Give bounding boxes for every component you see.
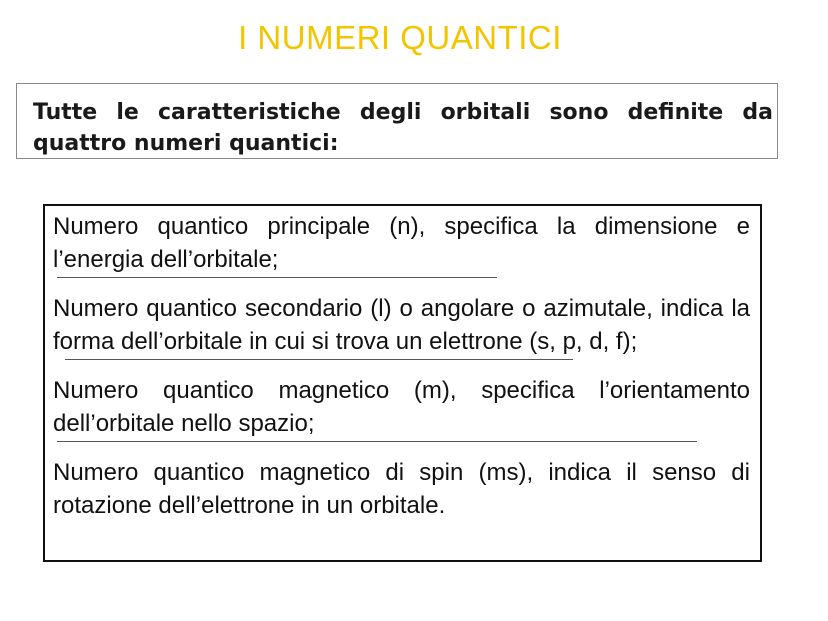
list-item-spin: Numero quantico magnetico di spin (ms), indica il senso di rotazione dell’elettrone in un orbitale. [53, 459, 750, 519]
list-item-secondary: Numero quantico secondario (l) o angolare o azimutale, indica la forma dell’orbitale in cui si trova un elettrone (s, p, d, f); [53, 295, 750, 355]
quantum-numbers-list [43, 204, 762, 562]
list-item-principal: Numero quantico principale (n), specifica la dimensione e l’energia dell’orbitale; [53, 213, 750, 273]
divider [65, 359, 573, 360]
list-item-magnetic: Numero quantico magnetico (m), specifica l’orientamento dell’orbitale nello spazio; [53, 377, 750, 437]
intro-box [16, 83, 778, 159]
divider [57, 277, 497, 278]
divider [57, 441, 697, 442]
intro-text: Tutte le caratteristiche degli orbitali sono definite da quattro numeri quantici: [33, 100, 773, 156]
page-title: I NUMERI QUANTICI [238, 19, 562, 56]
